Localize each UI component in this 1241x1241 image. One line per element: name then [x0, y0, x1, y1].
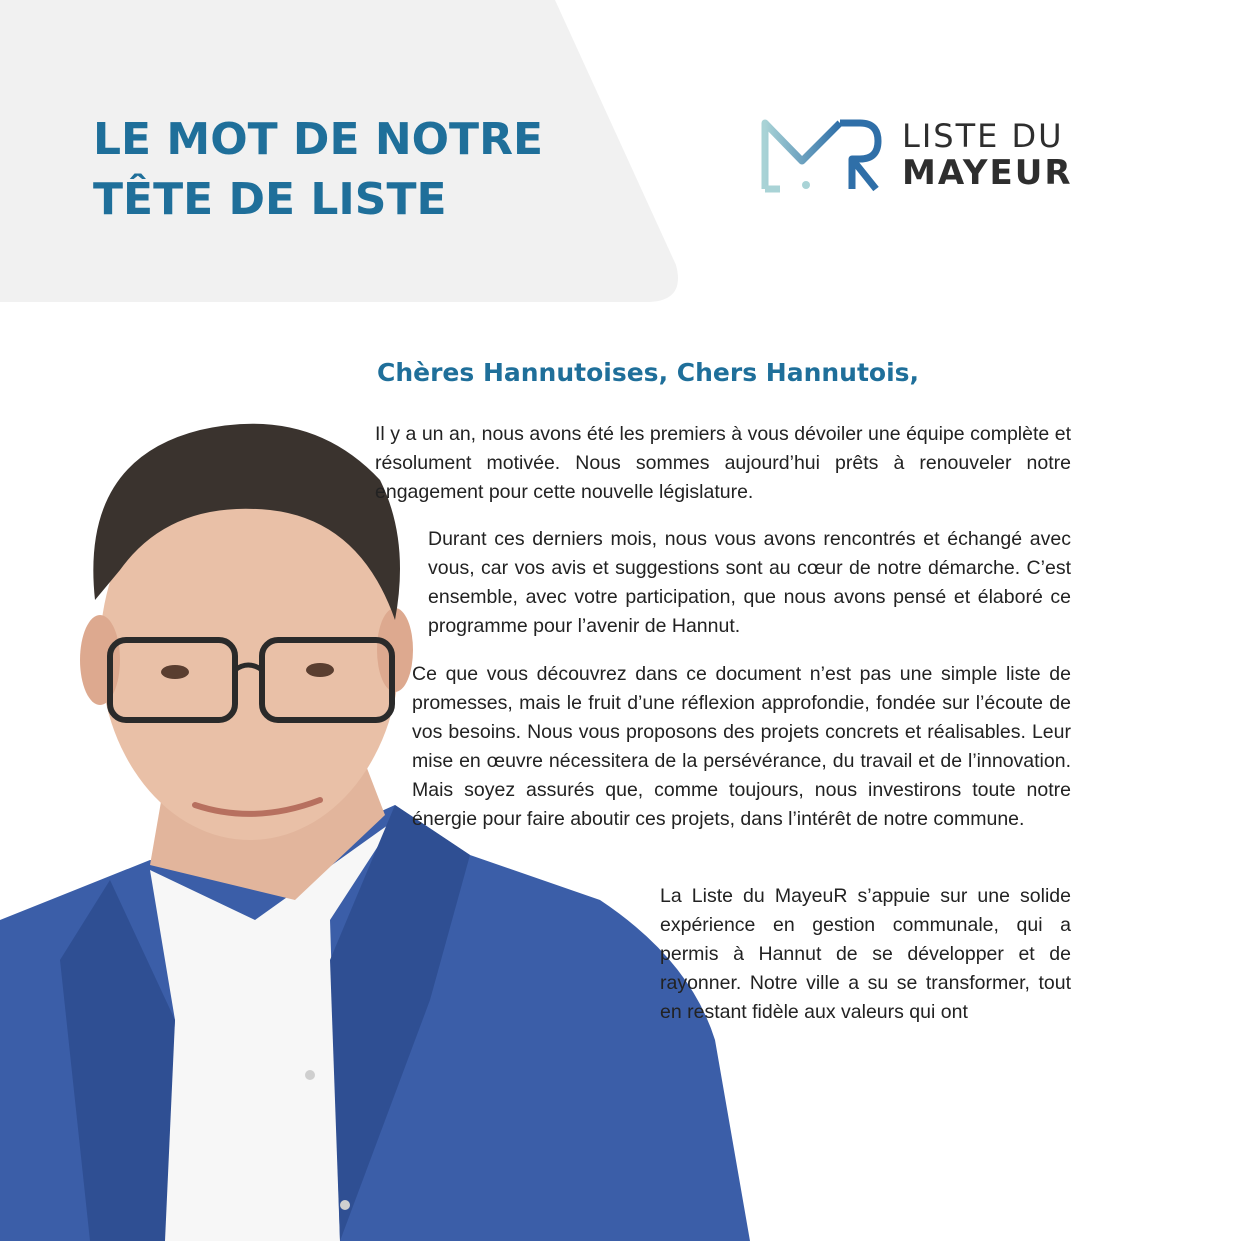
- logo-text-line-1: LISTE DU: [902, 117, 1064, 155]
- logo-wordmark: [902, 118, 1073, 192]
- logo-mr-monogram-icon: [760, 115, 890, 195]
- greeting: Chères Hannutoises, Chers Hannutois,: [377, 358, 920, 387]
- page-title-line-2: TÊTE DE LISTE: [93, 174, 447, 225]
- page-title: [93, 110, 543, 230]
- page-title-line-1: LE MOT DE NOTRE: [93, 114, 544, 165]
- letter-paragraph-4: La Liste du MayeuR s’appuie sur une solide expérience en gestion communale, qui a permis à Hannut de se développer et de rayonner. Notre ville a su se transformer, tout en restant fidèle aux valeurs qui ont: [660, 885, 1071, 1024]
- letter-paragraph-3: Ce que vous découvrez dans ce document n’est pas une simple liste de promesses, mais le fruit d’une réflexion approfondie, fondée sur l’écoute de vos besoins. Nous vous proposons des projets concrets et réalisables. Leur mise en œuvre nécessitera de la persévérance, du travail et de l’innovation. Mais soyez assurés que, comme toujours, nous investirons toute notre énergie pour faire aboutir ces projets, dans l’intérêt de notre commune.: [412, 663, 1071, 831]
- letter-paragraph-2: Durant ces derniers mois, nous vous avons rencontrés et échangé avec vous, car vos avis et suggestions sont au cœur de notre démarche. C’est ensemble, avec votre participation, que nous avons pensé et élaboré ce programme pour l’avenir de Hannut.: [428, 528, 1071, 638]
- logo-text-line-2: MAYEUR: [902, 153, 1073, 193]
- letter-paragraph-1: Il y a un an, nous avons été les premiers à vous dévoiler une équipe complète et résolument motivée. Nous sommes aujourd’hui prêts à renouveler notre engagement pour cette nouvelle législature.: [375, 423, 1071, 504]
